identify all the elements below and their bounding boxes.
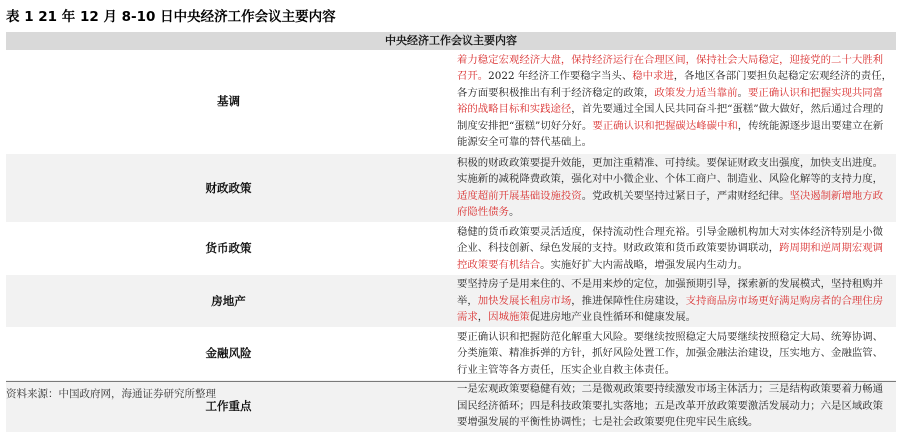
highlighted-text: 加快发展长租房市场 — [477, 294, 572, 307]
highlighted-text: 政策发力适当靠前 — [654, 86, 738, 99]
body-text: 稳健的货币政策要灵活适度，保持流动性合理充裕。引导金融机构加大对实体经济特别是小微企业、科技创新、绿色发展的支持。财政政策和货币政策要协调联动， — [457, 225, 884, 254]
row-topic: 货币政策 — [6, 222, 451, 275]
row-topic: 工作重点 — [6, 380, 451, 433]
body-text: ，传统能源逐步退出要建立在新能源安全可靠的替代基础上。 — [457, 119, 884, 149]
row-topic: 房地产 — [6, 275, 451, 328]
highlighted-text: 适度超前开展基础设施投资 — [457, 189, 582, 202]
body-text: 。 — [508, 206, 520, 218]
highlighted-text: 要正确认识和把握实现共同富裕的战略目标和实践途径 — [457, 86, 884, 116]
body-text: ， — [477, 311, 489, 323]
row-content — [451, 380, 896, 433]
table-bottom-rule — [6, 381, 896, 382]
highlighted-text: 因城施策 — [488, 311, 530, 323]
row-content — [451, 275, 896, 328]
body-text: 。 — [737, 86, 748, 99]
table-body — [6, 50, 896, 432]
highlighted-text: 支持商品房市场更好满足购房者的合理住房需求 — [457, 294, 884, 323]
body-text: ，首先要通过全国人民共同奋斗把“蛋糕”做大做好，然后通过合理的制度安排把“蛋糕”切好分好。 — [457, 103, 884, 132]
body-text: 一是宏观政策要稳健有效；二是微观政策要持续激发市场主体活力；三是结构政策要着力畅通国民经济循环；四是科技政策要扎实落地；五是改革开放政策要激活发展动力；六是区域政策要增强发展的平衡性协调性；七是社会政策要兜住兜牢民生底线。 — [457, 383, 884, 428]
row-topic: 基调 — [6, 50, 451, 153]
body-text: ，各地区各部门要担负起稳定宏观经济的责任，各方面要积极推出有利于经济稳定的政策， — [457, 70, 892, 99]
body-text: 要正确认识和把握防范化解重大风险。要继续按照稳定大局要继续按照稳定大局、统筹协调、分类施策、精准拆弹的方针，抓好风险处置工作，加强金融法治建设，压实地方、金融监管、行业主管等各方责任，压实企业自救主体责任。 — [457, 330, 884, 376]
body-text: 积极的财政政策要提升效能，更加注重精准、可持续。要保证财政支出强度，加快支出进度。实施新的减税降费政策，强化对中小微企业、个体工商户、制造业、风险化解等的支持力度， — [457, 156, 884, 185]
body-text: 促进房地产业良性循环和健康发展。 — [529, 311, 696, 323]
policy-table — [6, 32, 896, 433]
source-note: 资料来源：中国政府网，海通证券研究所整理 — [6, 388, 216, 400]
highlighted-text: 坚决遏制新增地方政府隐性债务 — [457, 189, 884, 218]
table-row — [6, 50, 896, 153]
row-content — [451, 153, 896, 222]
highlighted-text: 跨周期和逆周期宏观调控政策要有机结合 — [457, 242, 884, 271]
table-row — [6, 327, 896, 380]
highlighted-text: 稳中求进 — [632, 70, 674, 83]
row-content — [451, 222, 896, 275]
body-text: 。党政机关要坚持过紧日子，严肃财经纪律。 — [581, 189, 790, 202]
row-content — [451, 50, 896, 153]
row-content — [451, 327, 896, 380]
body-text: 要坚持房子是用来住的、不是用来炒的定位，加强预期引导，探索新的发展模式，坚持租购并举， — [457, 278, 884, 307]
highlighted-text: 要正确认识和把握碳达峰碳中和 — [592, 119, 738, 132]
table-header: 中央经济工作会议主要内容 — [6, 32, 896, 50]
body-text: 。实施好扩大内需战略，增强发展内生动力。 — [540, 258, 748, 271]
table-row — [6, 153, 896, 222]
highlighted-text: 着力稳定宏观经济大盘，保持经济运行在合理区间，保持社会大局稳定，迎接党的二十大胜利召开。 — [457, 53, 884, 83]
body-text: ，推进保障性住房建设， — [571, 294, 686, 307]
table-row — [6, 222, 896, 275]
row-topic: 金融风险 — [6, 327, 451, 380]
row-topic: 财政政策 — [6, 153, 451, 222]
table-row — [6, 275, 896, 328]
body-text: 2022 年经济工作要稳字当头、 — [488, 70, 633, 83]
table-title: 表 1 21 年 12 月 8-10 日中央经济工作会议主要内容 — [6, 9, 336, 25]
